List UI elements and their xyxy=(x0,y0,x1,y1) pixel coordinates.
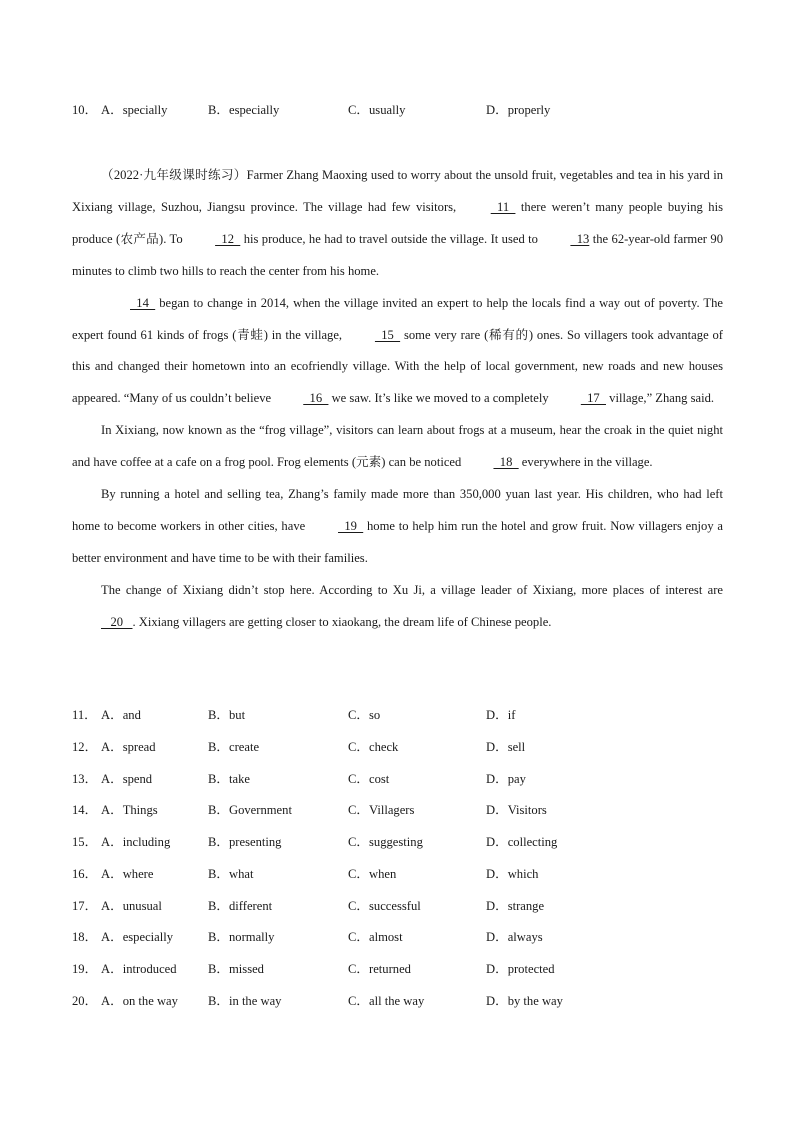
passage-text: everywhere in the village. xyxy=(518,455,653,470)
option-d: D．always xyxy=(486,930,543,944)
option-c: C．returned xyxy=(348,962,411,976)
option-d: D．pay xyxy=(486,772,526,786)
passage-text: In Xixiang, now known as the “frog village”, visitors can learn about frogs at a museum, hear the croak in the quiet night and have coffee at a cafe on a frog pool. Frog elements (元素) can be noticed xyxy=(72,423,723,470)
option-b: B．presenting xyxy=(208,835,282,849)
question-number: 17． xyxy=(72,899,98,913)
question-number: 11． xyxy=(72,708,97,722)
question-number: 12． xyxy=(72,740,98,754)
option-c: C．usually xyxy=(348,103,406,117)
option-d: D．strange xyxy=(486,899,545,913)
option-b: B．but xyxy=(208,708,246,722)
option-b: B．Government xyxy=(208,803,292,817)
option-d: D．which xyxy=(486,867,539,881)
passage-text: his produce, he had to travel outside the village. It used to xyxy=(240,231,542,246)
passage-text: village,” Zhang said. xyxy=(606,391,715,406)
passage-text: there weren’t many people buying his produce (农产品). To xyxy=(72,199,723,246)
blank-18: 18 xyxy=(493,455,519,470)
blank-11: 11 xyxy=(490,199,516,214)
passage-paragraph-5 xyxy=(72,575,723,639)
passage-text: home to help him run the hotel and grow fruit. Now villagers enjoy a better environment and have time to be with their families. xyxy=(72,518,724,565)
option-d: D．properly xyxy=(486,103,551,117)
passage-paragraph-3 xyxy=(72,415,723,479)
option-c: C．suggesting xyxy=(348,835,423,849)
blank-17: 17 xyxy=(580,391,606,406)
option-d: D．by the way xyxy=(486,994,563,1008)
passage-text: The change of Xixiang didn’t stop here. According to Xu Ji, a village leader of Xixiang, more places of interest are xyxy=(101,582,723,597)
option-a: A．spread xyxy=(101,740,156,754)
option-a: A．on the way xyxy=(101,994,178,1008)
option-b: B．create xyxy=(208,740,260,754)
option-a: A．and xyxy=(101,708,141,722)
option-c: C．all the way xyxy=(348,994,425,1008)
blank-16: 16 xyxy=(303,391,329,406)
passage-paragraph-2 xyxy=(72,288,723,416)
option-b: B．take xyxy=(208,772,250,786)
passage-paragraph-4 xyxy=(72,479,723,575)
passage-text: the 62-year-old farmer 90 minutes to climb two hills to reach the center from his home. xyxy=(72,231,723,278)
blank-15: 15 xyxy=(374,327,401,342)
option-a: A．Things xyxy=(101,803,158,817)
question-number: 19． xyxy=(72,962,98,976)
option-c: C．check xyxy=(348,740,399,754)
passage-text: some very rare (稀有的) ones. So villagers took advantage of this and changed their hometown into an ecofriendly village. With the help of local government, new roads and new houses appeared. “Many of us couldn’t believe xyxy=(72,327,723,406)
option-a: A．including xyxy=(101,835,171,849)
passage-paragraph-1 xyxy=(72,160,723,288)
option-c: C．when xyxy=(348,867,397,881)
blank-20: 20 xyxy=(101,614,133,629)
question-number: 13． xyxy=(72,772,98,786)
option-c: C．almost xyxy=(348,930,403,944)
option-d: D．protected xyxy=(486,962,555,976)
option-a: A．spend xyxy=(101,772,153,786)
question-number: 15． xyxy=(72,835,98,849)
option-c: C．cost xyxy=(348,772,390,786)
option-d: D．Visitors xyxy=(486,803,547,817)
option-c: C．so xyxy=(348,708,381,722)
option-a: A．unusual xyxy=(101,899,162,913)
option-c: C．successful xyxy=(348,899,421,913)
passage-text: began to change in 2014, when the village invited an expert to help the locals find a way out of poverty. The expert found 61 kinds of frogs (青蛙) in the village, xyxy=(72,295,723,342)
question-number: 14． xyxy=(72,803,98,817)
cloze-passage xyxy=(72,160,723,639)
option-b: B．in the way xyxy=(208,994,282,1008)
option-a: A．specially xyxy=(101,103,168,117)
option-b: B．missed xyxy=(208,962,264,976)
option-b: B．normally xyxy=(208,930,275,944)
option-d: D．sell xyxy=(486,740,526,754)
question-number: 20． xyxy=(72,994,98,1008)
option-b: B．especially xyxy=(208,103,280,117)
question-number: 10． xyxy=(72,103,98,117)
option-d: D．collecting xyxy=(486,835,558,849)
passage-text: （2022·九年级课时练习）Farmer Zhang Maoxing used to worry about the unsold fruit, vegetables and tea in his yard in Xixiang village, Suzhou, Jiangsu province. The village had few visitors, xyxy=(72,168,723,214)
option-b: B．what xyxy=(208,867,254,881)
option-c: C．Villagers xyxy=(348,803,415,817)
passage-text: . Xixiang villagers are getting closer to xiaokang, the dream life of Chinese people. xyxy=(132,614,552,629)
passage-text: By running a hotel and selling tea, Zhang’s family made more than 350,000 yuan last year. His children, who had left home to become workers in other cities, have xyxy=(72,487,723,533)
passage-text: we saw. It’s like we moved to a completely xyxy=(328,391,552,406)
blank-14: 14 xyxy=(130,295,156,310)
option-d: D．if xyxy=(486,708,516,722)
blank-12: 12 xyxy=(215,231,241,246)
question-number: 18． xyxy=(72,930,98,944)
blank-13: 13 xyxy=(570,231,590,246)
blank-19: 19 xyxy=(338,518,364,533)
option-b: B．different xyxy=(208,899,273,913)
question-number: 16． xyxy=(72,867,98,881)
option-a: A．where xyxy=(101,867,154,881)
option-a: A．introduced xyxy=(101,962,177,976)
option-a: A．especially xyxy=(101,930,174,944)
